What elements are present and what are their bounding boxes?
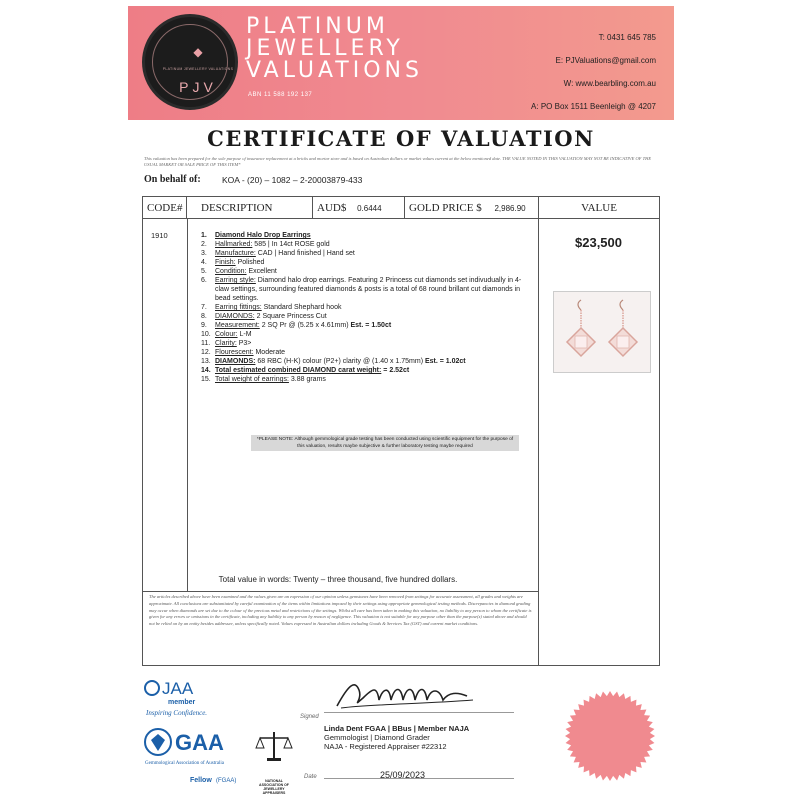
jaa-emblem-icon	[145, 681, 159, 695]
signed-label: Signed	[300, 714, 319, 720]
list-item: 8. DIAMONDS: 2 Square Princess Cut	[201, 313, 327, 320]
item-code: 1910	[151, 231, 168, 240]
contact-email: E: PJValuations@gmail.com	[555, 56, 656, 65]
list-item: 13. DIAMONDS: 68 RBC (H-K) colour (P2+) clarity @ (1.40 x 1.75mm) Est. = 1.02ct	[201, 358, 466, 365]
gaa-fellow-logo	[144, 724, 254, 797]
signer-details	[324, 724, 469, 751]
jaa-name: JAA	[162, 679, 194, 698]
logo-initials: PJV	[179, 79, 217, 95]
header-banner	[128, 6, 674, 120]
contact-address: A: PO Box 1511 Beenleigh @ 4207	[531, 102, 656, 111]
date-label: Date	[304, 774, 317, 780]
pjv-logo	[142, 14, 238, 110]
list-item: 4. Finish: Polished	[201, 259, 265, 266]
list-item: 12. Flourescent: Moderate	[201, 349, 286, 356]
list-item: 2. Hallmarked: 585 | In 14ct ROSE gold	[201, 241, 330, 248]
signer-name: Linda Dent FGAA | BBus | Member NAJA	[324, 724, 470, 733]
list-item: 3. Manufacture: CAD | Hand finished | Hand set	[201, 250, 355, 257]
list-item: 6. Earring style: Diamond halo drop earrings. Featuring 2 Princess cut diamonds set indivudually in 4-claw settings, surrounding featured diamonds & posts is a total of 68 round brillant cut diamonds in bead settings.	[201, 277, 522, 302]
bottom-disclaimer: The articles described above have been examined and the values given are an expression of our opinion unless gemstones have been removed from settings for accurate assessment, all grades and weights are approximate. All conclusions are substantiated by careful examination of the items within limitations imposed by their settings using appropriate gemmological testing methods. Discrepancies in diamond grading may occur when diamonds are set due to the colour of the precious metal and restrictions of the settings. Whilst all care has been taken in making this valuation, no liability to any person to whom the certificate is given for any errors or omissions in the certificate, including any liability to any person by reason of negligence. This valuation is not suitable for any purpose other than the purpose(s) stated above and should not be relied on by an entity besides addressee, unless specifically noted. Values expressed in Australian dollars including Goods & Services Tax (GST) and current market conditions.	[143, 591, 539, 665]
list-item: 11. Clarity: P3>	[201, 340, 252, 347]
gaa-subtitle: Gemmological Association of Australia	[145, 761, 225, 766]
diamond-icon: ◆	[193, 45, 203, 59]
gaa-fellow: Fellow	[190, 777, 212, 784]
certificate-date: 25/09/2023	[380, 770, 426, 780]
list-item: 7. Earring fittings: Standard Shephard hook	[201, 304, 342, 311]
header-code: CODE#	[143, 197, 187, 219]
certificate-title: CERTIFICATE OF VALUATION	[207, 126, 595, 151]
jaa-tagline: Inspiring Confidence.	[146, 709, 208, 717]
earring-left-image	[564, 298, 598, 364]
gaa-name: GAA	[175, 730, 224, 755]
list-item: 10. Colour: L-M	[201, 331, 252, 338]
earring-right-image	[606, 298, 640, 364]
total-value-words: Total value in words: Twenty – three thousand, five hundred dollars.	[218, 575, 458, 584]
top-disclaimer: This valuation has been prepared for the sole purpose of insurance replacement at a bricks and mortar store and is based on Australian dollars or market values current at the below mentioned date. THE VALUE NOTED IN THIS VALUATION MAY NOT BE INDICATIVE OF THE USUAL MARKET OR SALE PRICE OF THIS ITEM*	[144, 156, 652, 167]
header-description: DESCRIPTION	[187, 197, 313, 219]
list-item: 1. Diamond Halo Drop Earrings	[201, 232, 311, 239]
gaa-fellow-abbr: (FGAA)	[216, 778, 237, 784]
naja-logo	[254, 728, 294, 795]
jaa-member-logo	[144, 678, 254, 727]
jaa-member-text: member	[168, 699, 196, 706]
list-item: 9. Measurement: 2 SQ Pr @ (5.25 x 4.61mm) Est. = 1.50ct	[201, 322, 392, 329]
logo-small-text: PLATINUM JEWELLERY VALUATIONS	[162, 67, 234, 71]
header-value: VALUE	[539, 197, 659, 219]
signer-title: Gemmologist | Diamond Grader	[324, 733, 430, 742]
signature-line	[324, 712, 514, 713]
header-gold-price: GOLD PRICE $ 2,986.90	[405, 197, 539, 219]
list-item: 15. Total weight of earrings: 3.88 grams	[201, 376, 326, 383]
contact-details	[531, 26, 656, 118]
list-item: 5. Condition: Excellent	[201, 268, 277, 275]
testing-note: *PLEASE NOTE: Although gemmological grade testing has been conducted using scientific equipment for the purpose of this valuation, results maybe subjective & further laboratory testing maybe required	[251, 435, 519, 451]
brand-name: PLATINUM JEWELLERY VALUATIONS	[246, 14, 423, 83]
contact-website: W: www.bearbling.com.au	[563, 79, 656, 88]
date-line	[324, 778, 514, 779]
signature	[333, 678, 483, 712]
valuation-certificate	[128, 6, 674, 796]
seal-stamp	[564, 690, 656, 782]
abn-number: ABN 11 588 192 137	[248, 92, 313, 98]
on-behalf-value: KOA - (20) – 1082 – 2-20003879-433	[222, 175, 363, 185]
header-aud: AUD$ 0.6444	[313, 197, 405, 219]
naja-text: NATIONAL ASSOCIATION OF JEWELLERY APPRAISERS	[259, 779, 289, 795]
valuation-price: $23,500	[575, 235, 622, 250]
on-behalf-label: On behalf of:	[144, 174, 201, 185]
earrings-photo	[553, 291, 651, 373]
signer-registration: NAJA - Registered Appraiser #22312	[324, 742, 447, 751]
valuation-table	[142, 196, 660, 666]
contact-phone: T: 0431 645 785	[598, 33, 656, 42]
list-item: 14. Total estimated combined DIAMOND carat weight: = 2.52ct	[201, 367, 410, 374]
item-description-list	[201, 231, 527, 384]
